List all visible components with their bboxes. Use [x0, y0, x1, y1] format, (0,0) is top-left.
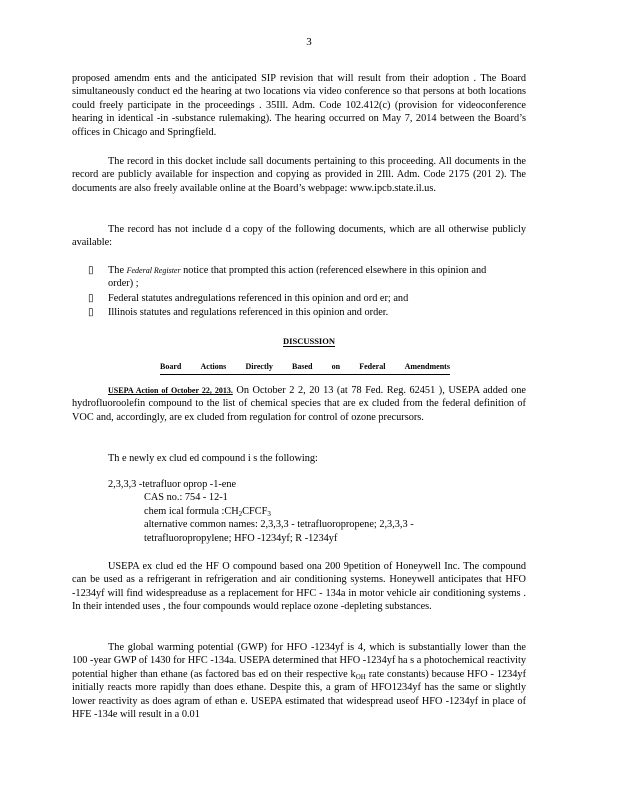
- paragraph-hearing: [72, 72, 526, 139]
- alternative-names: alternative common names: 2,3,3,3 - tetrafluoropropene; 2,3,3,3 -: [144, 519, 414, 531]
- paragraph-honeywell-petition: [72, 560, 526, 614]
- paragraph-text: The record in this docket include sall documents pertaining to this proceeding. All documents in the record are publicly available for inspection and copying as provided in 2Ill. Adm. Code 2175 (201 2). The documents are also freely available online at the Board’s webpage: www.ipcb.state.il.us.: [72, 156, 526, 194]
- paragraph-usepa-action: USEPA Action of October 22, 2013. On October 2 2, 20 13 (at 78 Fed. Reg. 62451 ), USEPA added one hydrofluoroolefin compound to the list of chemical species that are ex cluded from the federal definition of VOC and, accordingly, are ex cluded from regulation for control of ozone precursors.: [72, 385, 526, 423]
- paragraph-record: [72, 155, 526, 195]
- discussion-heading: DISCUSSION: [283, 336, 335, 346]
- compound-name: 2,3,3,3 -tetrafluor oprop -1-ene: [108, 479, 237, 490]
- bullet-icon: ▯: [88, 293, 94, 304]
- paragraph-text: proposed amendm ents and the anticipated SIP revision that will result from their adoption . The Board simultaneously conduct ed the hearing at two locations via video conference so that persons at both locations could freely participate in the proceedings . 35Ill. Adm. Code 102.412(c) (provision for videoconference hearing in identical -in -substance rulemaking). The hearing occurred on May 7, 2014 between the Board’s offices in Chicago and Springfield.: [72, 73, 526, 138]
- document-page: 3 proposed amendm ents and the anticipated SIP revision that will result from their adoption . The Board simultaneously conduct ed the hearing at two locations via video conference so that persons at both locations could freely participate in the proceedings . 35Ill. Adm. Code 102.412(c) (provision for videoconference hearing in identical -in -substance rulemaking). The hearing occurred on May 7, 2014 between the Board’s offices in Chicago and Springfield. The record in this docket include sall documents pertaining to this proceeding. All documents in the record are publicly available for inspection and copying as provided in 2Ill. Adm. Code 2175 (201 2). The documents are also freely available online at the Board’s webpage: www.ipcb.state.il.us. The record has not include d a copy of the following documents, which are all otherwise publicly available: ▯ The Federal Register notice that prompted this action (referenced elsewhere in this opinion and order) ; ▯ Federal statutes andregulations referenced in this opinion and ord er; and ▯ Illinois statutes and regulations referenced in this opinion and order. DISCUSSION Board Actions Directly Based on Federal Amendments USEPA Action of October 22, 2013. On October 2 2, 20 13 (at 78 Fed. Reg. 62451 ), USEPA added one hydrofluoroolefin compound to the list of chemical species that are ex cluded from the federal definition of VOC and, accordingly, are ex cluded from regulation for control of ozone precursors. Th e newly ex clud ed compound i s the following: 2,3,3,3 -tetrafluor oprop -1-ene CAS no.: 754 - 12-1 chem ical formula $:CH_2CFCF_3$ alternative common names: 2,3,3,3 - tetrafluoropropene; 2,3,3,3 - tetrafluoropropylene; HFO -1234yf; R -1234yf USEPA ex clud ed the HF O compound based ona 200 9petition of Honeywell Inc. The compound can be used as a refrigerant in refrigeration and air conditioning systems. Honeywell anticipates that HFO -1234yf will find widespreaduse as a replacement for HFC - 134a in motor vehicle air conditioning systems . In their intended uses , the four compounds would replace ozone -depleting substances. The global warming potential (GWP) for HFO -1234yf is 4, which is substantially lower than the 100 -year GWP of 1430 for HFC -134a. USEPA determined that HFO -1234yf ha s a photochemical reactivity potential higher than ethane (as factored bas ed on their respective $k_{OH}$ rate constants) because HFO - 1234yf initially reacts more rapidly than does ethane. Despite this, a gram of HFO1234yf has the same or slightly lower reactivity as does agram of ethan e. USEPA estimated that widespread useof HFO -1234yf in place of HFE -134e will result in a 0.01: [0, 0, 618, 800]
- cas-number: CAS no.: 754 - 12-1: [144, 492, 228, 504]
- bullet-icon: ▯: [88, 307, 94, 318]
- chemical-compound-block: [108, 478, 508, 545]
- chemical-formula: chem ical formula $:CH_2CFCF_3$: [144, 505, 271, 518]
- paragraph-text: Th e newly ex clud ed compound i s the following:: [108, 453, 318, 464]
- bullet-icon: ▯: [88, 265, 94, 276]
- paragraph-text: The record has not include d a copy of the following documents, which are all otherwise publicly available:: [72, 224, 526, 249]
- paragraph-text: USEPA ex clud ed the HF O compound based ona 200 9petition of Honeywell Inc. The compound can be used as a refrigerant in refrigeration and air conditioning systems. Honeywell anticipates that HFO -1234yf will find widespreaduse as a replacement for HFC - 134a in motor vehicle air conditioning systems . In their intended uses , the four compounds would replace ozone -depleting substances.: [72, 561, 526, 613]
- paragraph-record-omissions: [72, 223, 526, 250]
- usepa-action-lead: USEPA Action of October 22, 2013.: [108, 386, 233, 395]
- paragraph-excluded-compound: [72, 452, 526, 465]
- page-number: 3: [306, 36, 312, 48]
- paragraph-global-warming: The global warming potential (GWP) for HFO -1234yf is 4, which is substantially lower than the 100 -year GWP of 1430 for HFC -134a. USEPA determined that HFO -1234yf ha s a photochemical reactivity potential higher than ethane (as factored bas ed on their respective $k_{OH}$ rate constants) because HFO - 1234yf initially reacts more rapidly than does ethane. Despite this, a gram of HFO1234yf has the same or slightly lower reactivity as does agram of ethan e. USEPA estimated that widespread useof HFO -1234yf in place of HFE -134e will result in a 0.01: [72, 642, 526, 721]
- federal-register-title: Federal Register: [126, 266, 181, 275]
- section-subheading: Board Actions Directly Based on Federal Amendments: [160, 360, 450, 375]
- alternative-names-cont: tetrafluoropropylene; HFO -1234yf; R -1234yf: [144, 532, 338, 544]
